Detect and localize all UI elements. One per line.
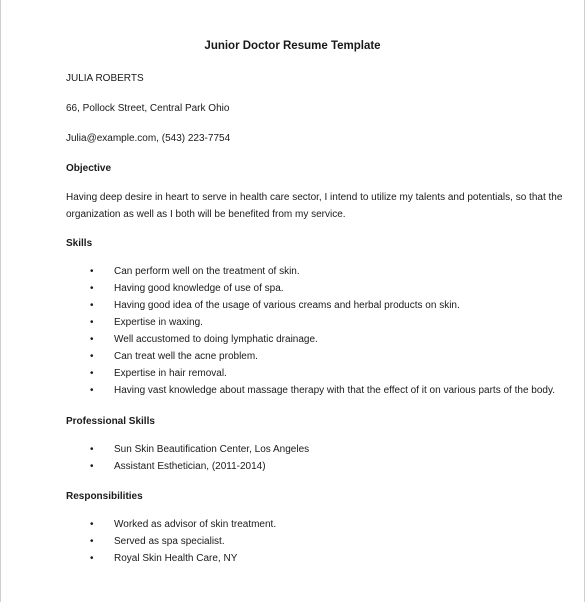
bullet-icon: •: [90, 334, 94, 345]
responsibilities-list: [1, 516, 585, 567]
candidate-contact: Julia@example.com, (543) 223-7754: [66, 133, 231, 144]
skill-text: Having good knowledge of use of spa.: [114, 283, 284, 294]
list-item: [1, 533, 585, 550]
bullet-icon: •: [90, 266, 94, 277]
list-item: [1, 348, 585, 365]
objective-line: organization as well as I both will be benefited from my service.: [66, 209, 346, 220]
objective-line: Having deep desire in heart to serve in health care sector, I intend to utilize my talents and potentials, so that the: [66, 192, 563, 203]
professional-skills-list: [1, 441, 585, 475]
list-item: [1, 331, 585, 348]
objective-paragraph: [66, 189, 563, 223]
candidate-name: JULIA ROBERTS: [66, 73, 144, 84]
skills-list: [1, 263, 585, 399]
list-item: [1, 458, 585, 475]
document-title: Junior Doctor Resume Template: [204, 40, 381, 52]
responsibility-text: Served as spa specialist.: [114, 536, 225, 547]
bullet-icon: •: [90, 300, 94, 311]
professional-skills-heading: Professional Skills: [66, 416, 155, 427]
skill-text: Well accustomed to doing lymphatic drainage.: [114, 334, 318, 345]
professional-skill-text: Assistant Esthetician, (2011-2014): [114, 461, 266, 472]
professional-skill-text: Sun Skin Beautification Center, Los Angeles: [114, 444, 310, 455]
bullet-icon: •: [90, 553, 94, 564]
skill-text: Can treat well the acne problem.: [114, 351, 258, 362]
list-item: [1, 314, 585, 331]
responsibilities-heading: Responsibilities: [66, 491, 143, 502]
bullet-icon: •: [90, 283, 94, 294]
list-item: [1, 516, 585, 533]
responsibility-text: Royal Skin Health Care, NY: [114, 553, 238, 564]
list-item: [1, 365, 585, 382]
skill-text: Having good idea of the usage of various creams and herbal products on skin.: [114, 300, 460, 311]
list-item: [1, 263, 585, 280]
bullet-icon: •: [90, 519, 94, 530]
skills-heading: Skills: [66, 238, 93, 249]
bullet-icon: •: [90, 536, 94, 547]
responsibility-text: Worked as advisor of skin treatment.: [114, 519, 277, 530]
objective-heading: Objective: [66, 163, 112, 174]
bullet-icon: •: [90, 368, 94, 379]
skill-text: Expertise in hair removal.: [114, 368, 227, 379]
list-item: [1, 297, 585, 314]
bullet-icon: •: [90, 351, 94, 362]
list-item: [1, 382, 585, 399]
bullet-icon: •: [90, 317, 94, 328]
bullet-icon: •: [90, 461, 94, 472]
list-item: [1, 280, 585, 297]
list-item: [1, 441, 585, 458]
candidate-address: 66, Pollock Street, Central Park Ohio: [66, 103, 230, 114]
skill-text: Having vast knowledge about massage therapy with that the effect of it on various parts of the body.: [114, 385, 556, 396]
bullet-icon: •: [90, 444, 94, 455]
skill-text: Expertise in waxing.: [114, 317, 203, 328]
skill-text: Can perform well on the treatment of skin.: [114, 266, 300, 277]
list-item: [1, 550, 585, 567]
bullet-icon: •: [90, 385, 94, 396]
